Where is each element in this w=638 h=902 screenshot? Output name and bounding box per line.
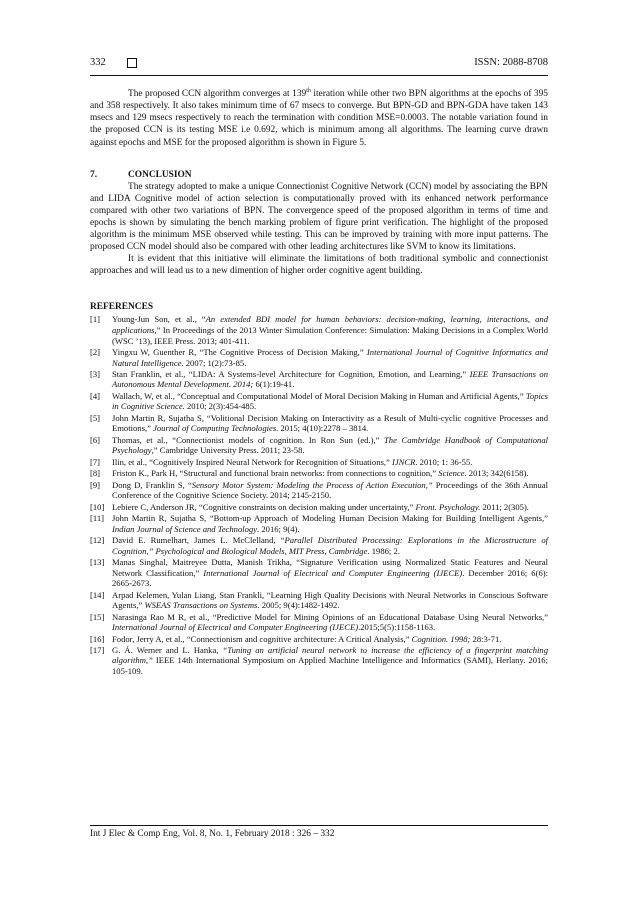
- section-title: CONCLUSION: [128, 169, 192, 180]
- page-footer: Int J Elec & Comp Eng, Vol. 8, No. 1, February 2018 : 326 – 332: [90, 829, 335, 839]
- reference-text: [112, 502, 548, 513]
- reference-text: [112, 480, 548, 501]
- reference-number: [9]: [90, 479, 101, 490]
- square-bullet-icon: [127, 58, 137, 68]
- reference-part: 2011; 2(305).: [480, 501, 529, 512]
- reference-part: IEEE Transactions on Autonomous Mental Development. 2014;: [112, 368, 548, 390]
- reference-number: [5]: [90, 412, 101, 423]
- reference-part: Parallel Distributed Processing: Explorations in the Microstructure of Cognition,” Psychological and Biological Models, MIT Press, Cambridge: [112, 534, 548, 556]
- reference-part: Thomas, et al., “Connectionist models of cognition. In Ron Sun (ed.),”: [112, 434, 385, 445]
- reference-part: Stan Franklin, et al., “LIDA: A Systems-level Architecture for Cognition, Emotion, and Learning,”: [112, 368, 470, 379]
- reference-text: [112, 634, 548, 645]
- reference-item: [90, 391, 548, 412]
- reference-part: Science.: [438, 468, 467, 479]
- reference-part: John Martin R, Sujatha S, “Volitional Decision Making on Interactivity as a Result of Multi-cyclic cognitive Processes and Emotions,”: [112, 412, 548, 434]
- reference-item: [90, 347, 548, 368]
- reference-part: Dong D, Franklin S, “: [112, 479, 192, 490]
- reference-number: [14]: [90, 589, 105, 600]
- reference-number: [8]: [90, 468, 101, 479]
- reference-item: [90, 457, 548, 468]
- reference-part: The Cambridge Handbook of Computational Psychology: [112, 434, 548, 456]
- reference-part: Narasinga Rao M R, et al., “Predictive Model for Mining Opinions of an Educational Database Using Neural Networks,”: [112, 611, 548, 622]
- reference-part: Fodor, Jerry A, et al., “Connectionism and cognitive architecture: A Critical Analysis,”: [112, 633, 412, 644]
- reference-part: . 2016; 9(4).: [257, 523, 300, 534]
- reference-part: 6(1):19-41.: [253, 379, 295, 390]
- reference-item: [90, 435, 548, 456]
- reference-item: [90, 513, 548, 534]
- reference-text: [112, 612, 548, 633]
- reference-item: [90, 535, 548, 556]
- reference-number: [15]: [90, 611, 105, 622]
- reference-part: . 1986; 2.: [367, 545, 400, 556]
- reference-text: [112, 590, 548, 611]
- reference-number: [7]: [90, 456, 101, 467]
- reference-text: [112, 391, 548, 412]
- reference-part: . 2010; 1: 36-55.: [415, 456, 473, 467]
- reference-part: 2013; 342(6158).: [466, 468, 529, 479]
- reference-part: . December 2016; 6(6): 2665-2673.: [112, 567, 548, 589]
- reference-number: [4]: [90, 390, 101, 401]
- reference-part: . 2015; 4(10):2278 – 3814.: [276, 423, 369, 434]
- reference-part: Proceedings of the 36th Annual Conference of the Cognitive Science Society. 2014; 2145-2150.: [112, 479, 548, 501]
- reference-number: [2]: [90, 346, 101, 357]
- reference-text: [112, 457, 548, 468]
- reference-part: Friston K., Park H, “Structural and functional brain networks: from connections to cognition,”: [112, 468, 439, 479]
- reference-part: . 2007; 1(2):73-85.: [181, 357, 247, 368]
- reference-item: [90, 468, 548, 479]
- reference-part: An extended BDI model for human behaviors: decision-making, learning, interactions, and applications,: [112, 314, 549, 335]
- reference-part: International Journal of Electrical and Computer Engineering (IJECE): [112, 622, 359, 633]
- reference-text: [112, 513, 548, 534]
- reference-item: [90, 590, 548, 611]
- reference-part: Front. Psychology.: [415, 501, 481, 512]
- ordinal-superscript: th: [306, 88, 311, 94]
- results-paragraph: [90, 85, 548, 149]
- issn-label: ISSN: 2088-8708: [474, 57, 548, 68]
- reference-text: [112, 645, 548, 677]
- reference-part: “Tuning an artificial neural network to increase the efficiency of a fingerprint matching algorithm,”: [112, 644, 548, 666]
- reference-part: 2010; 2(3):454-485.: [184, 401, 257, 412]
- reference-text: [112, 347, 548, 368]
- conclusion-heading: [90, 169, 548, 181]
- reference-item: [90, 634, 548, 645]
- reference-number: [17]: [90, 644, 105, 655]
- reference-number: [6]: [90, 434, 101, 445]
- reference-number: [11]: [90, 512, 104, 523]
- reference-text: [112, 435, 548, 456]
- reference-text: [112, 535, 548, 556]
- reference-part: ,” Cambridge University Press. 2011; 23-58.: [151, 445, 305, 456]
- reference-part: Indian Journal of Science and Technology: [112, 523, 258, 534]
- reference-part: Lebiere C, Anderson JR, “Cognitive constraints on decision making under uncertainty,”: [112, 501, 416, 512]
- reference-number: [13]: [90, 556, 105, 567]
- section-number: 7.: [90, 169, 98, 180]
- reference-part: WSEAS Transactions on Systems: [144, 600, 258, 611]
- page-number: 332: [90, 57, 106, 68]
- reference-number: [10]: [90, 501, 105, 512]
- conclusion-paragraph-2: It is evident that this initiative will eliminate the limitations of both traditional symbolic and connectionist approaches and will lead us to a new dimention of higher order cognitive agent building.: [90, 254, 548, 277]
- reference-part: Arpad Kelemen, Yulan Liang, Stan Frankli, “Learning High Quality Decisions with Neural Networks in Conscious Software Agents,”: [112, 589, 548, 611]
- reference-item: [90, 480, 548, 501]
- reference-text: [112, 314, 548, 346]
- conclusion-paragraph-1: The strategy adopted to make a unique Connectionist Cognitive Network (CCN) model by associating the BPN and LIDA Cognitive model of action selection is computationally proved with its enhanced network performance compared with other two variations of BPN. The convergence speed of the proposed algorithm in terms of time and epochs is shown by simulating the bench marking problem of figure print verification. The highlight of the proposed algorithm is the minimum MSE observed while testing. This can be improved by training with more input patterns. The proposed CCN model should also be compared with other leading architectures like SVM to know its limitations.: [90, 181, 548, 253]
- reference-item: [90, 557, 548, 589]
- reference-number: [1]: [90, 314, 101, 325]
- references-heading: REFERENCES: [90, 302, 154, 313]
- reference-part: David E. Rumelhart, James L. McClelland, “: [112, 534, 285, 545]
- reference-part: Cognition. 1998;: [411, 633, 471, 644]
- results-text-start: The proposed CCN algorithm converges at 139: [128, 89, 307, 100]
- reference-text: [112, 468, 548, 479]
- reference-part: ” In Proceedings of the 2013 Winter Simulation Conference: Simulation: Making Decisions in a Complex World (WSC ’13), IEEE Press. 2013; 401-411.: [112, 324, 548, 346]
- page-header: [90, 57, 548, 73]
- reference-text: [112, 413, 548, 434]
- reference-part: International Journal of Cognitive Informatics and Natural Intelligence: [112, 346, 548, 368]
- reference-part: Yingxu W, Guenther R, “The Cognitive Process of Decision Making,”: [112, 346, 367, 357]
- reference-text: [112, 369, 548, 390]
- reference-part: Manas Singhal, Maitreyee Dutta, Manish Trikha, “Signature Verification using Normalized Static Features and Neural Network Classification,”: [112, 556, 548, 578]
- reference-part: Sensory Motor System: Modeling the Process of Action Execution,”: [191, 479, 433, 490]
- reference-item: [90, 413, 548, 434]
- reference-number: [3]: [90, 368, 101, 379]
- page-content: [90, 85, 548, 677]
- reference-item: [90, 645, 548, 677]
- reference-list: [90, 314, 548, 676]
- reference-part: Wallach, W, et al., “Conceptual and Computational Model of Moral Decision Making in Human and Artificial Agents,”: [112, 390, 526, 401]
- reference-item: [90, 612, 548, 633]
- reference-item: [90, 314, 548, 346]
- footer-rule: [90, 825, 548, 826]
- reference-part: .2015;5(5):1158-1163.: [358, 622, 436, 633]
- reference-text: [112, 557, 548, 589]
- reference-part: IJNCR: [391, 456, 416, 467]
- reference-part: 28:3-71.: [470, 633, 502, 644]
- reference-item: [90, 502, 548, 513]
- reference-part: International Journal of Electrical and Computer Engineering (IJECE): [203, 567, 463, 578]
- reference-part: Ilin, et al., “Cognitively Inspired Neural Network for Recognition of Situations,”: [112, 456, 392, 467]
- reference-part: G. Á. Werner and L. Hanka,: [112, 644, 223, 655]
- reference-part: Young-Jun Son, et al., “: [112, 314, 206, 325]
- reference-item: [90, 369, 548, 390]
- reference-number: [12]: [90, 534, 105, 545]
- results-text-end: iteration while other two BPN algorithms at the epochs of 395 and 358 respectively. It also takes minimum time of 67 msecs to converge. But BPN-GD and BPN-GDA have taken 143 msecs and 129 msecs respectively to reach the termination with condition MSE=0.0003. The notable variation found in the proposed CCN is its testing MSE i.e 0.692, which is minimum among all algorithms. The learning curve drawn against epochs and MSE for the proposed algorithm is shown in Figure 5.: [90, 89, 548, 148]
- reference-part: John Martin R, Sujatha S, “Bottom-up Approach of Modeling Human Decision Making for Building Intelligent Agents,”: [112, 512, 548, 523]
- reference-number: [16]: [90, 633, 105, 644]
- reference-part: . 2005; 9(4):1482-1492.: [257, 600, 340, 611]
- reference-part: IEEE 14th International Symposium on Applied Machine Intelligence and Informatics (SAMI), Herlany. 2016; 105-109.: [112, 655, 548, 677]
- reference-part: Topics in Cognitive Science.: [112, 390, 548, 412]
- reference-part: Journal of Computing Technologies: [153, 423, 277, 434]
- header-rule: [90, 75, 548, 76]
